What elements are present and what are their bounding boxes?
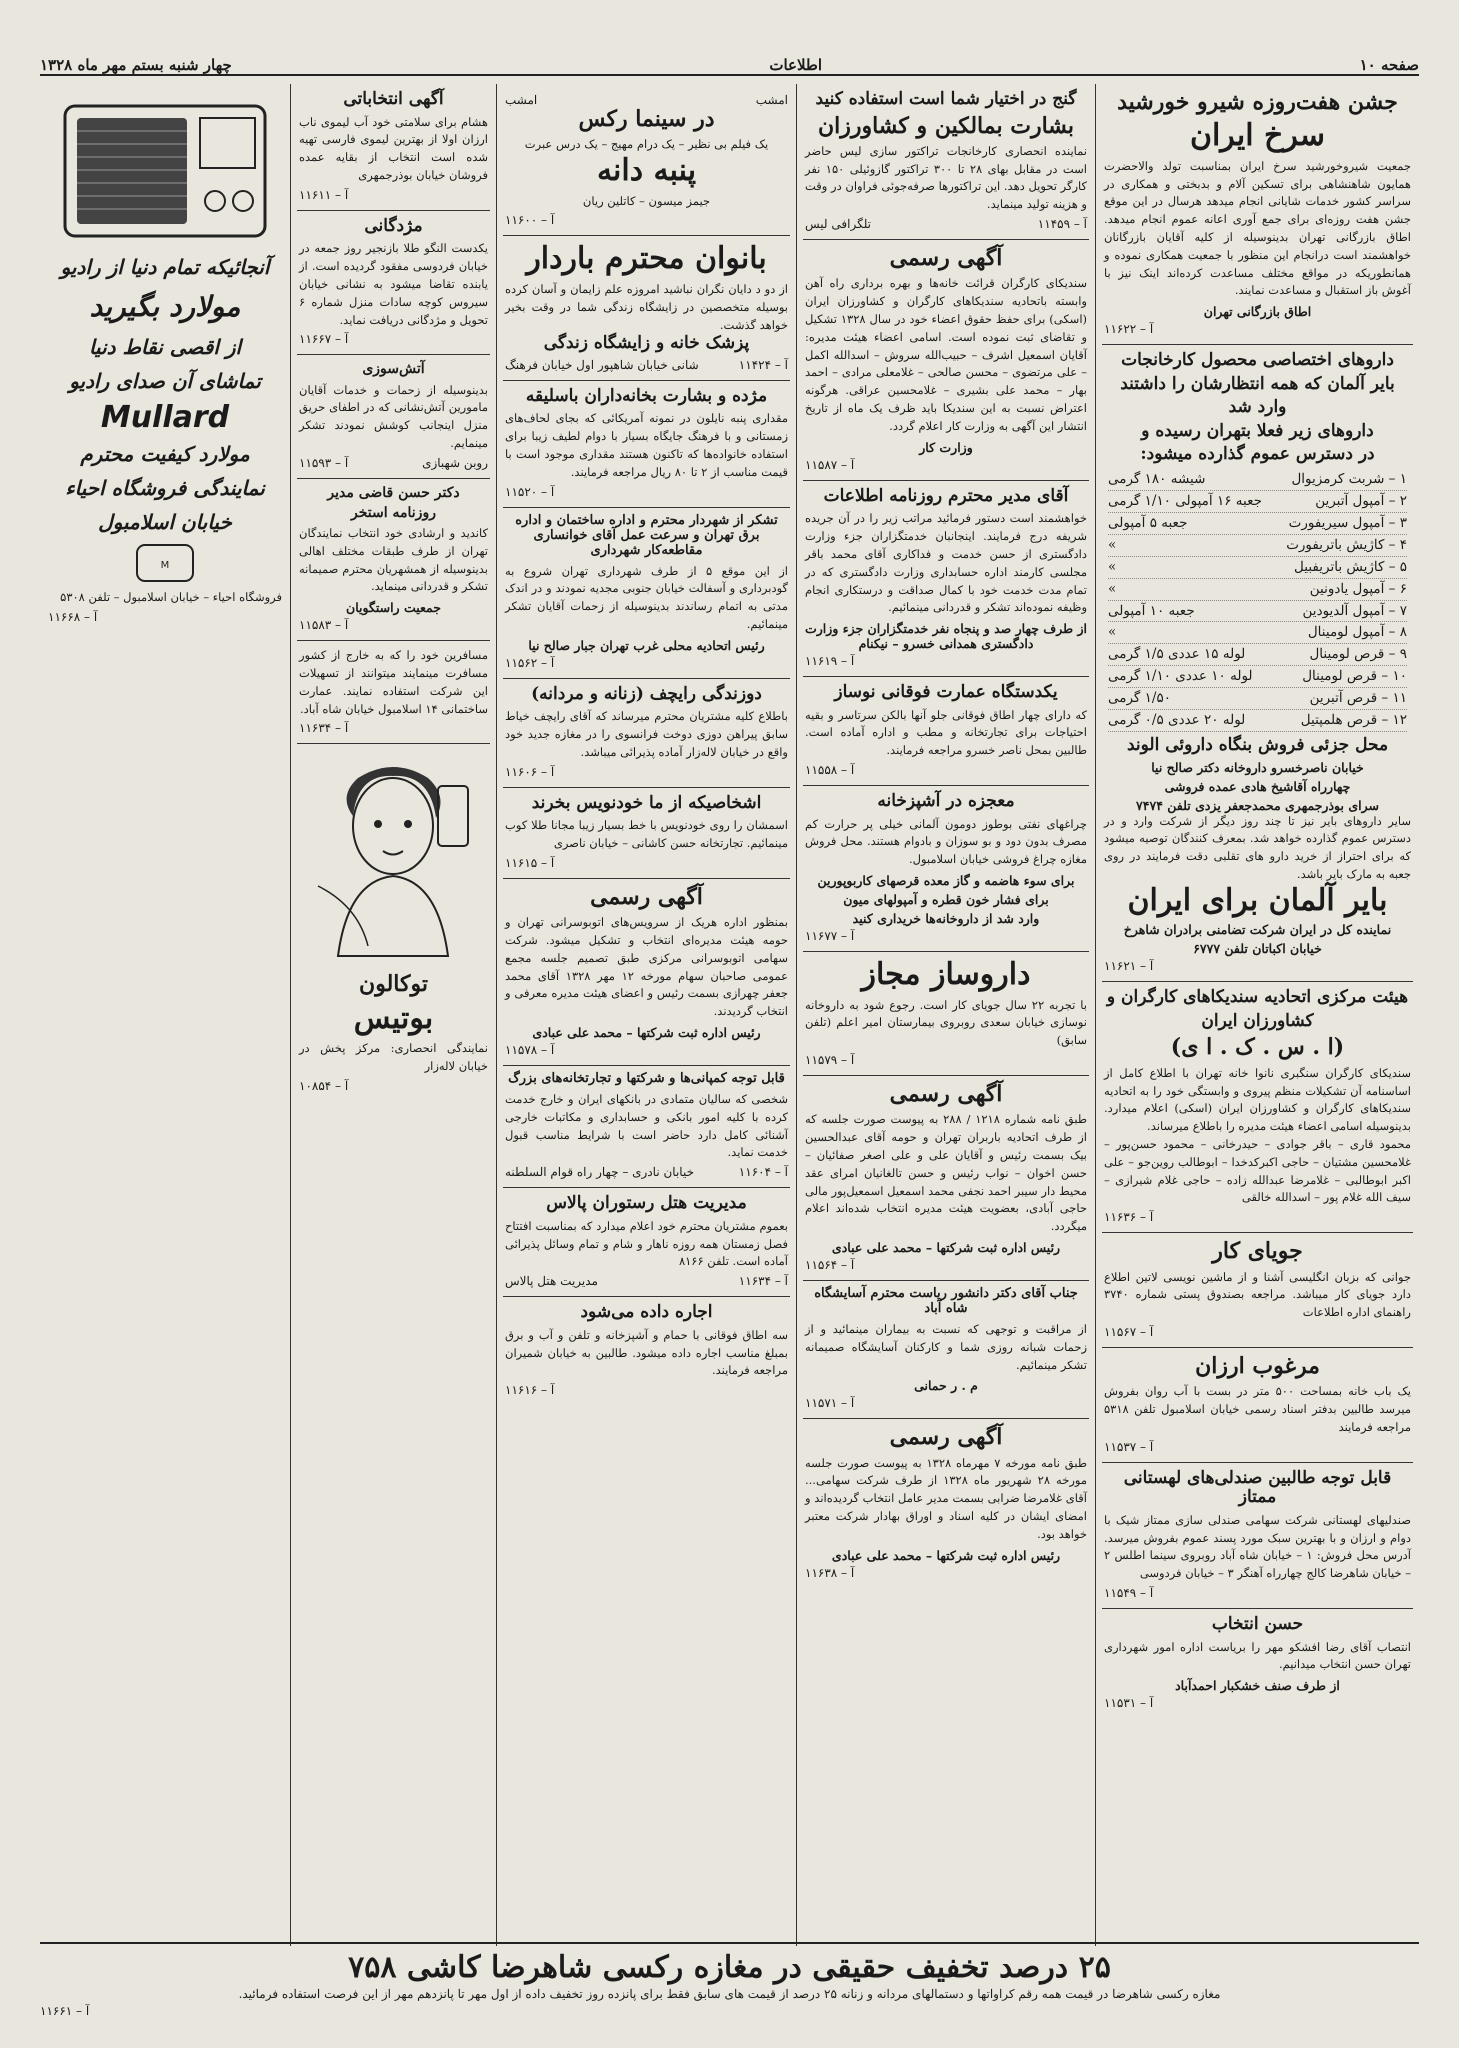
ad-body: طبق نامه شماره ۱۲۱۸ / ۲۸۸ به پیوست صورت جلسه که از طرف اتحادیه باربران تهران و حومه آقای عبدالحسین بیک بسمت رئیس و آقایان علی و علی اصغر صفائیان – حسن اخوان – نواب رئیس و حسن تالغانیان امرای عقد محیط دار سیبر احمد نجفی محمد اسمعیل اسمعیل‌پور مالی حاجی آبادی، بعضویت هیئت مدیره انتخاب شده‌اند اعلام میگردد. [805, 1112, 1088, 1234]
ad-body: بمنظور اداره هریک از سرویس‌های اتوبوسرانی تهران و حومه هیئت مدیره‌ای انتخاب و تشکیل میشود. شرکت سهامی اتوبوسرانی مرکزی طبق تصمیم جلسه مجمع عمومی صاحبان سهام مورخه ۱۲ مهر ۱۳۲۸ آقای محمد جعفر چهرازی بسمت رئیس و اعضای هیئت مدیره معرفی و انتخاب گردیدند. [505, 915, 788, 1019]
ad-body: طبق نامه مورخه ۷ مهرماه ۱۳۲۸ به پیوست صورت جلسه مورخه ۲۸ شهریور ماه ۱۳۲۸ از طرف شرکت سهامی... آقای غلامرضا ضرابی بسمت مدیر عامل انتخاب گردیده‌اند و امضای ایشان در کلیه اسناد و اوراق بهادار شرکت معتبر خواهد بود. [805, 1455, 1087, 1541]
mullard-logo: Mullard [100, 400, 230, 435]
ad-official-2 [803, 1076, 1089, 1281]
ad-code: آ – ۱۱۶۱۱ [299, 187, 349, 202]
list-item: ۶ – آمپول یادونین » [1108, 579, 1407, 601]
ad-treasure [803, 84, 1089, 240]
brand-line: مولارد کیفیت محترم [80, 442, 250, 466]
ad-body: از این موقع ۵ از طرف شهرداری تهران شروع به گودبرداری و آسفالت خیابان جنوبی مجدیه نمودند و در اندک مدتی به اتمام رساندند بدینوسیله از زحمات آقایان تشکر مینمائیم. [505, 563, 788, 631]
ad-title-2: روزنامه استخر [351, 504, 436, 521]
ad-body: یک باب خانه بمساحت ۵۰۰ متر در بست با آب روان بفروش میرسد طالبین بدفتر اسناد رسمی خیابان اسلامبول تلفن ۵۳۱۸ مراجعه فرمایند [1104, 1384, 1412, 1434]
ad-code: آ – ۱۱۵۳۱ [1104, 1696, 1154, 1711]
ad-tailor [503, 679, 790, 788]
ad-official-1 [803, 240, 1089, 481]
ad-title-3: وارد شد [1228, 397, 1287, 418]
woman-illustration-icon [298, 756, 488, 966]
list-item: ۸ – آمپول لومینال » [1108, 622, 1407, 644]
ad-title: گنج در اختیار شما است استفاده کنید [815, 89, 1077, 109]
ad-doctor: پزشک خانه و زایشگاه زندگی [543, 333, 750, 354]
ad-title: مرغوب ارزان [1195, 1353, 1320, 1380]
list-item: ۱ – شربت کرمزیوال شیشه ۱۸۰ گرمی [1108, 469, 1407, 491]
ad-note: سایر داروهای بایر نیز تا چند روز دیگر از شرکت وارد و در دسترس عموم گذارده خواهد شد. بمعرف کنندگان توصیه میشود که برای احتراز از خرید دارو های تقلبی دقت فرمایند در روی جعبه به مارک بایر باشد. [1104, 813, 1411, 882]
ad-body: شخصی که سالیان متمادی در بانکهای ایران و خارج خدمت کرده با کلیه امور بانکی و حسابداری و مکاتبات خارجی آشنائی کامل دارد حاضر است با شرایط مناسب قبول خدمت نماید. [505, 1092, 788, 1160]
ad-mothers [503, 236, 790, 380]
ad-signature: رئیس اداره ثبت شرکتها – محمد علی عبادی [532, 1025, 761, 1041]
ad-code: آ – ۱۱۶۰۰ [505, 213, 555, 228]
ad-official [503, 879, 790, 1066]
ad-body: جوانی که بزبان انگلیسی آشنا و از ماشین نویسی لاتین اطلاع دارد جویای کار میباشد. مراجعه بصندوق پستی شماره ۳۷۴۰ راهنمای اداره اطلاعات [1104, 1269, 1411, 1320]
column-1 [1096, 84, 1419, 1946]
ad-hotel [503, 1188, 790, 1297]
address-line: چهارراه آقاشیخ هادی عمده فروشی [1164, 778, 1351, 794]
ad-code: آ – ۱۱۵۳۷ [1104, 1439, 1154, 1454]
ad-title-2: بایر آلمان که همه انتظارشان را داشتند [1120, 373, 1395, 394]
ad-title: آگهی رسمی [889, 1424, 1003, 1451]
page-number: صفحه ۱۰ [1359, 56, 1419, 74]
ad-festival [1102, 84, 1413, 345]
radio-illustration-icon [55, 96, 275, 246]
ad-code: آ – ۱۱۵۹۳ روبن شهبازی [299, 455, 488, 470]
agent-line: نماینده کل در ایران شرکت تضامنی برادران شاهرخ [1123, 922, 1392, 938]
footer-ad [40, 1942, 1419, 2018]
ad-body: از دو د دایان نگران نباشید امروزه علم زایمان و آسان کرده بوسیله متخصصین در زایشگاه زندگی شما در وقت بخیر خواهد گذشت. [505, 281, 788, 332]
ad-title: قابل توجه کمپانی‌ها و شرکتها و تجارتخانه‌های بزرگ [508, 1071, 785, 1087]
ad-thanks [1102, 1609, 1413, 1718]
ad-body: سندیکای کارگران قرائت خانه‌ها و بهره برداری راه آهن وابسته باتحادیه سندیکاهای کارگران و کشاورزان ایران (اسکی) برای حفظ حقوق اعضاء خود در سال ۱۳۲۸ تشکیل و تقاضای ثبت نموده است. اسامی اعضاء هیئت مدیره: آقایان اسمعیل اشرف – حبیب‌الله سروش – اسدالله اکمل – علی مرتضوی – محسن صالحی – غلامعلی مرادی – احمد بهار – محمد علی بشیری – غلامحسین عراقی. هرگونه اعتراض نسبت به این سندیکا باید ظرف یک ماه از تاریخ انتشار این آگهی به وزارت کار اعلام گردد. [805, 276, 1087, 433]
ad-title-4: داروهای زیر فعلا بتهران رسیده و [1141, 420, 1374, 441]
ad-body: چراغهای نفتی بوطوز دومون آلمانی خیلی پر حرارت کم مصرف بدون دود و بو سوزان و بادوام هستند. محل فروش مغازه چراغ فروشی خیابان اسلامبول. [805, 816, 1087, 867]
address-line: سرای بوذرجمهری محمدجعفر یزدی تلفن ۷۴۷۴ [1136, 797, 1379, 813]
ad-body: صندلیهای لهستانی شرکت سهامی صندلی سازی ممتاز شیک با دوام و ارزان و با بهترین سبک مورد پسند عموم بفروش میرسد. آدرس محل فروش: ۱ – خیابان شاه آباد روبروی سینما اطلس ۲ – خیابان شاهرضا کالج چهارراه آهنگر ۳ – خیابان فردوسی [1104, 1512, 1411, 1581]
ad-body: فروشگاه احیاء – خیابان اسلامبول – تلفن ۵۳۰۸ [60, 590, 282, 604]
ad-title: مژدگانی [364, 215, 423, 236]
footer-body: مغازه رکسی شاهرضا در قیمت همه رقم کراواتها و دستمالهای مردانه و زنانه ۲۵ درصد از قیمت های سابق فقط برای پانزده روز تخفیف داده از اول مهر تا پانزدهم مهر از این فرصت استفاده فرمائید. [238, 1987, 1221, 2001]
ad-code: آ – ۱۱۵۲۰ [505, 484, 555, 499]
ad-miracle [803, 786, 1089, 952]
issue-date: چهار شنبه بستم مهر ماه ۱۳۲۸ [40, 56, 232, 74]
ad-signature: م . ر حمانی [914, 1378, 978, 1394]
ad-title: جشن هفت‌روزه شیرو خورشید [1117, 89, 1398, 115]
ad-title: دوزندگی رایچف (زنانه و مردانه) [531, 683, 762, 704]
ad-code: آ – ۱۰۸۵۴ [299, 1078, 349, 1093]
ad-title: آگهی رسمی [889, 245, 1003, 272]
film-cast: جیمز میسون – کاتلین ریان [582, 193, 711, 208]
ad-body: بدینوسیله از زحمات و خدمات آقایان مامورین آتش‌نشانی که در اطفای حریق منزل اینجانب کوشش نمودند تشکر مینمایم. [299, 382, 488, 450]
ad-mullard-radio [46, 84, 284, 632]
ad-signature: رئیس اتحادیه محلی غرب تهران جبار صالح نیا [528, 637, 765, 653]
ad-code: آ – ۱۱۵۶۲ [505, 655, 555, 670]
ad-title: مدیریت هتل رستوران پالاس [546, 1193, 747, 1214]
ad-title-2: کشاورزان ایران [1201, 1010, 1314, 1031]
ad-body: سندیکای کارگران سنگبری نانوا خانه تهران با اطلاع کامل از اساسنامه آن تشکیلات منظم پیروی و وابستگی خود را به اتحادیه سندیکاهای کارگران و کشاورزان ایران (اسکی) اعلام میدارد. بدینوسیله اسامی اعضاء هیئت مدیره را باطلاع میرساند. [1104, 1065, 1411, 1134]
ad-tokalon [297, 744, 490, 1100]
ad-code: آ – ۱۱۶۳۴ [299, 721, 349, 736]
ad-title: جویای کار [1212, 1238, 1303, 1265]
mullard-badge-icon [135, 543, 195, 583]
ad-body: که دارای چهار اطاق فوقانی جلو آنها بالکن سرتاسر و بقیه احتیاجات برای تجارتخانه و مطب و اداره آماده است. طالبین بمحل ناصر خسرو مراجعه فرمایند. [805, 707, 1087, 758]
list-item: ۷ – آمپول آلدیودین جعبه ۱۰ آمپولی [1108, 601, 1407, 623]
brand-name: توکالون [359, 971, 428, 998]
brand-name: بایر آلمان برای ایران [1127, 882, 1388, 918]
footer-title: ۲۵ درصد تخفیف حقیقی در مغازه رکسی شاهرضا کاشی ۷۵۸ [348, 1950, 1111, 1985]
ad-code: آ – ۱۱۶۱۵ [505, 855, 555, 870]
ad-body: انتصاب آقای رضا افشکو مهر را بریاست اداره امور شهرداری تهران حسن انتخاب میدانیم. [1104, 1639, 1411, 1672]
ad-body: یکدست النگو طلا بازنجیر روز جمعه در خیابان فردوسی مفقود گردیده است. از یابنده تقاضا میشود به نشانی خیابان سیروس کوچه سادات منزل شماره ۶ تحویل و مژدگانی دریافت نماید. [299, 241, 488, 327]
list-item: ۱۰ – قرص لومینال لوله ۱۰ عددی ۱/۱۰ گرمی [1108, 666, 1407, 688]
ad-code: تلگرافی لیس آ – ۱۱۴۵۹ [805, 217, 1087, 232]
ad-body: نمایندگی انحصاری: مرکز پخش در خیابان لاله‌زار [299, 1041, 488, 1074]
ad-tagline: برای سوء هاضمه و گاز معده قرصهای کاربوپورین [817, 873, 1075, 889]
slogan-line: تماشای آن صدای رادیو [69, 369, 261, 393]
ad-code: آ – ۱۱۶۰۶ [505, 764, 555, 779]
svg-text:M: M [160, 560, 170, 571]
ad-title: هیئت مرکزی اتحادیه سندیکاهای کارگران و [1106, 987, 1409, 1008]
ad-title-3: (ا . س . ک . ا ی) [1170, 1034, 1345, 1061]
ad-darusaz [803, 952, 1089, 1076]
ad-code: آ – ۱۱۶۶۷ [299, 332, 349, 347]
drug-list [1104, 469, 1411, 732]
slogan-line: مولارد بگیرید [89, 290, 241, 323]
ad-tagline-2: برای فشار خون قطره و آمپولهای میون [843, 892, 1049, 908]
ad-code: آ – ۱۱۵۶۴ [805, 1258, 855, 1273]
ad-editor-letter [803, 481, 1089, 677]
ad-signature: رئیس اداره ثبت شرکتها – محمد علی عبادی [831, 1547, 1061, 1563]
ad-signature: وزارت کار [919, 439, 973, 455]
ad-job [1102, 1233, 1413, 1348]
ad-title: اشخاصیکه از ما خودنویس بخرند [531, 792, 762, 813]
ad-code: آ – ۱۱۶۳۸ [805, 1565, 855, 1580]
list-item: ۱۱ – قرص آتبرین ۱/۵۰ گرمی [1108, 688, 1407, 710]
ad-body: هشام برای سلامتی خود آب لیموی ناب ارزان اولا از بهترین لیموی فارسی تهیه شده است انتخاب از بقایه عمده فروشان خیابان بوذرجمهری [299, 114, 488, 182]
ad-rent [503, 1297, 790, 1405]
ad-code: آ – ۱۱۶۲۱ [1104, 959, 1154, 974]
ad-code: آ – ۱۱۵۸۷ [805, 457, 855, 472]
ad-body: مسافرین خود را که به خارج از کشور مسافرت مینمایند میتوانند از تسهیلات این شرکت استفاده نمایند. عمارت ساختمانی ۱۴ اسلامبول خیابان شاه آباد. [299, 648, 488, 716]
ad-body: از مراقبت و توجهی که نسبت به بیماران مینمائید و از زحمات شبانه روزی شما و کارکنان آسایشگاه صمیمانه تشکر مینمائیم. [805, 1321, 1087, 1372]
ad-union [1102, 982, 1413, 1233]
ad-title: آقای مدیر محترم روزنامه اطلاعات [823, 485, 1069, 506]
column-3 [496, 84, 796, 1946]
ad-body: مقداری پنبه نایلون در نمونه آمریکائی که بجای لحاف‌های زمستانی و با فرهنگ جایگاه بسیار با دوام لطیف زیبا برای استفاده خانواده‌ها که تاکنون هستند مقداری موجود است با قیمت مناسب از ۲ تا ۸۰ ریال مراجعه فرمایند. [505, 411, 788, 479]
ad-bayer [1102, 345, 1413, 982]
ad-title: معجزه در آشپزخانه [877, 791, 1015, 812]
list-item: ۴ – کاژیش باتریفورت » [1108, 535, 1407, 557]
phone-line: خیابان اکباتان تلفن ۶۷۷۷ [1193, 941, 1322, 957]
ad-pre: یک فیلم بی نظیر – یک درام مهیج – یک درس عبرت [524, 137, 769, 152]
ad-cinema [503, 84, 790, 236]
ad-tagline-3: وارد شد از داروخانه‌ها خریداری کنید [852, 911, 1040, 927]
sale-point: محل جزئی فروش بنگاه داروئی الوند [1126, 735, 1389, 756]
ad-body: با تجربه ۲۲ سال جویای کار است. رجوع شود به داروخانه نوسازی خیابان سعدی روبروی بیمارستان امیر اعلم (تلفن سابق) [805, 997, 1087, 1048]
column-2 [796, 84, 1096, 1946]
ad-title: بانوان محترم باردار [526, 241, 767, 277]
cinema-tag: امشب امشب [505, 93, 788, 107]
ad-code: آ – ۱۱۵۴۹ [1104, 1586, 1154, 1601]
ad-title: قابل توجه طالبین صندلی‌های لهستانی ممتاز [1123, 1467, 1392, 1508]
address-line: خیابان اسلامبول [98, 510, 232, 534]
ad-signature: جمعیت راستگویان [346, 600, 441, 616]
ad-code: آ – ۱۱۵۶۷ [1104, 1325, 1154, 1340]
ad-reward [297, 211, 490, 356]
ad-code: آ – ۱۱۵۷۱ [805, 1396, 855, 1411]
ad-title: داروساز مجاز [861, 957, 1031, 993]
ad-title: دکتر حسن قاضی مدیر [327, 484, 460, 501]
ad-official-3 [803, 1419, 1089, 1587]
ad-chairs [1102, 1463, 1413, 1609]
ad-code: آ – ۱۱۶۳۶ [1104, 1210, 1154, 1225]
ad-signature: رئیس اداره ثبت شرکتها – محمد علی عبادی [831, 1240, 1061, 1256]
ad-companies [503, 1066, 790, 1188]
ad-travel [297, 641, 490, 744]
ad-cheap [1102, 1348, 1413, 1463]
page-header [40, 48, 1419, 76]
ad-building [803, 677, 1089, 786]
ad-body: بعموم مشتریان محترم خود اعلام میدارد که بمناسبت افتتاح فصل زمستان همه روزه ناهار و شام و تمام وسائل پذیرائی آماده است. تلفن ۸۱۶۶ [505, 1218, 788, 1269]
ad-subtitle: بشارت بمالکین و کشاورزان [817, 112, 1075, 139]
ad-title: حسن انتخاب [1211, 1614, 1304, 1635]
column-4 [290, 84, 496, 1946]
ad-body: جمعیت شیروخورشید سرخ ایران بمناسبت تولد والاحضرت همایون شاهنشاهی برای تسکین آلام و بدبختی و همکاری در سراسر کشور خدمات شایانی انجام میدهد هرسال در این موقع جشن هفت روزه‌ای برای جمع آوری اعانه عموم انجام میدهد. اطاق بازرگانی تهران بدینوسیله از کلیه آقایان بازرگانان خواهشمند است درانجام این منظور با جمعیت همکاری نموده و همانطوریکه در مواقع مختلف مساعدت کرده‌اند اینک نیز با آغوش باز استقبال و مساعدت نمایند. [1104, 158, 1411, 298]
ad-fire [297, 355, 490, 478]
ad-title-5: در دسترس عموم گذارده میشود: [1140, 444, 1375, 465]
ad-code: آ – ۱۱۶۱۹ [805, 654, 855, 669]
list-item: ۲ – آمپول آتبرین جعبه ۱۶ آمپولی ۱/۱۰ گرمی [1108, 491, 1407, 513]
ad-title: آگهی رسمی [590, 883, 703, 910]
ad-code: آ – ۱۱۶۷۷ [805, 929, 855, 944]
list-item: ۹ – قرص لومینال لوله ۱۵ عددی ۱/۵ گرمی [1108, 644, 1407, 666]
ad-code: آ – ۱۱۵۸۳ [299, 618, 349, 633]
list-item: ۳ – آمپول سیریفورت جعبه ۵ آمپولی [1108, 513, 1407, 535]
ad-sanitarium [803, 1281, 1089, 1419]
paper-name: اطلاعات [769, 56, 823, 74]
ad-title: یکدستگاه عمارت فوقانی نوساز [834, 682, 1058, 703]
product-name: بوتیس [353, 1000, 434, 1036]
ad-code: آ – ۱۱۶۶۸ [48, 609, 98, 624]
ad-body: اسمشان را روی خودنویس با خط بسیار زیبا مجانا طلا کوب مینمائیم. تجارتخانه حسن کاشانی – خیابان ناصری [505, 818, 788, 851]
ad-pen [503, 788, 790, 879]
ad-body: کاندید و ارشادی خود انتخاب نمایندگان تهران از طرف طبقات مختلف اهالی بدینوسیله از همشهریان محترم صمیمانه تشکر و قدردانی مینماید. [299, 525, 488, 594]
ad-title: آتش‌سوزی [362, 361, 425, 378]
ad-title: مژده و بشارت بخانه‌داران باسلیقه [525, 385, 768, 406]
ad-code: آ – ۱۱۶۱۶ [505, 1383, 555, 1398]
slogan-line: از اقصی نقاط دنیا [88, 335, 242, 359]
ad-election [297, 84, 490, 211]
ad-subtitle: سرخ ایران [1189, 118, 1326, 154]
list-item: ۵ – کاژیش باتریفبیل » [1108, 557, 1407, 579]
ad-body: خواهشمند است دستور فرمائید مراتب زیر را در آن جریده شریفه درج فرمایند. اینجانبان خدمتگزاران جزء وزارت دادگستری از حسن خدمت و فداکاری آقای محمد باقر مجلسی کارمند اداره حسابداری وزارت دادگستری که در تمام مدت خدمت خود با کمال صداقت و درستکاری انجام وظیفه نموده‌اند تشکر و قدردانی مینمائیم. [805, 511, 1087, 615]
ad-code: خیابان نادری – چهار راه قوام السلطنه آ – ۱۱۶۰۴ [505, 1165, 788, 1180]
slogan-line: آنجائیکه تمام دنیا از رادیو [60, 255, 270, 279]
ad-body: نماینده انحصاری کارخانجات تراکتور سازی لیس حاضر است در مقابل بهای ۲۸ تا ۳۰۰ تراکتور گازوئیلی ۱۵۰ نفر کارگر تحویل دهد. این تراکتورها صرفه‌جوئی فراوان در وقت و هزینه تولید مینماید. [805, 143, 1087, 212]
ad-code: آ – ۱۱۶۲۲ [1104, 322, 1154, 337]
ad-code: آ – ۱۱۵۷۸ [505, 1043, 555, 1058]
ad-title: در سینما رکس [578, 106, 715, 132]
address-line: خیابان ناصرخسرو داروخانه دکتر صالح نیا [1151, 759, 1364, 775]
agent-line: نمایندگی فروشگاه احیاء [65, 476, 265, 500]
ad-homemakers [503, 381, 790, 508]
ad-title: داروهای اختصاصی محصول کارخانجات [1121, 350, 1394, 371]
ad-code: شانی خیابان شاهپور اول خیابان فرهنگ آ – ۱۱۴۲۴ [505, 357, 788, 372]
ad-doctor [297, 479, 490, 641]
list-item: ۱۲ – قرص هلمپتیل لوله ۲۰ عددی ۰/۵ گرمی [1108, 710, 1407, 732]
ad-title: آگهی رسمی [889, 1081, 1003, 1108]
ad-title: آگهی انتخاباتی [343, 89, 444, 109]
ad-code: مدیریت هتل پالاس آ – ۱۱۶۳۴ [505, 1274, 788, 1289]
ad-title: اجاره داده می‌شود [580, 1302, 713, 1323]
ad-code: آ – ۱۱۵۷۹ [805, 1053, 855, 1068]
ad-body: سه اطاق فوقانی با حمام و آشپزخانه و تلفن و آب و برق بمبلغ مناسب اجاره داده میشود. طالبین به خیابان شمیران مراجعه فرمایند. [505, 1327, 788, 1378]
film-title: پنبه دانه [596, 153, 697, 189]
column-5 [40, 84, 290, 1946]
ad-title: تشکر از شهردار محترم و اداره ساختمان و اداره برق تهران و سرعت عمل آقای خوانساری مقاطعه‌کار شهرداری [515, 512, 778, 558]
ad-names: محمود قاری – باقر جوادی – حیدرخانی – محمود حسن‌پور – غلامحسین مشتیان – حاجی اکبرکدخدا – ابوطالب روین‌جو – علی اکبر ابوطالبی – غلامرضا عبدالله زاده – حاجی غلام شیرازی – سیف الله غلام پور – اسدالله خالقی [1104, 1137, 1411, 1205]
ad-signature: از طرف چهار صد و پنجاه نفر خدمتگزاران جزء وزارت دادگستری همدانی خسرو – نیکنام [805, 621, 1087, 652]
ad-title: جناب آقای دکتر دانشور ریاست محترم آسایشگاه شاه آباد [814, 1286, 1078, 1316]
footer-code: آ – ۱۱۶۶۱ [40, 2004, 90, 2018]
ad-signature: اطاق بازرگانی تهران [1203, 304, 1312, 320]
ad-body: باطلاع کلیه مشتریان محترم میرساند که آقای رایچف خیاط سابق پیراهن دوزی دوخت فرانسوی را در مغازه جدید خود واقع در خیابان لاله‌زار آماده پذیرائی میباشد. [505, 709, 788, 759]
ad-code: آ – ۱۱۵۵۸ [805, 763, 855, 778]
ad-signature: از طرف صنف خشکبار احمدآباد [1175, 1678, 1340, 1694]
ad-thanks-mayor [503, 508, 790, 679]
